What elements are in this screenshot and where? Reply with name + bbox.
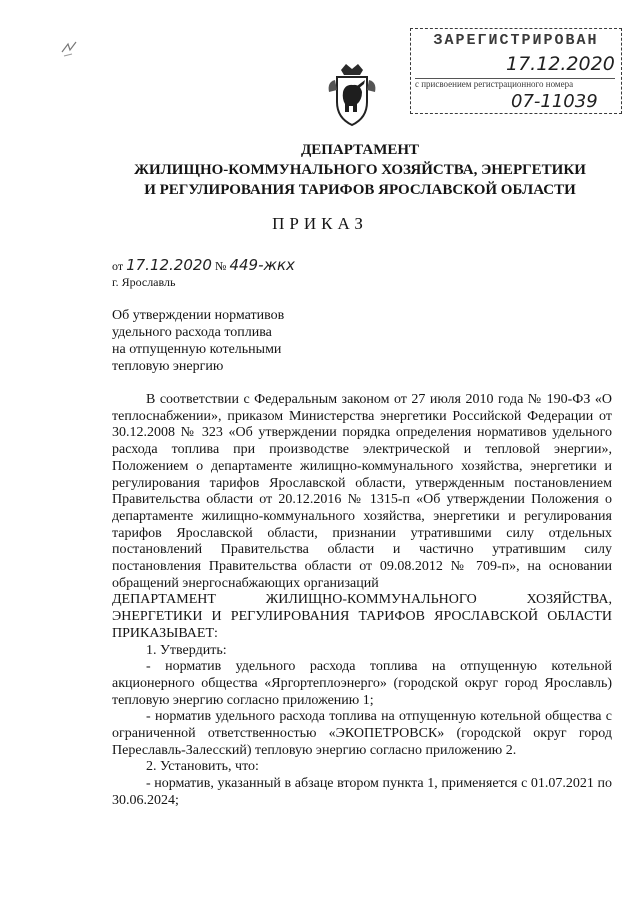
order-number-label: №	[214, 259, 227, 273]
subject-line: удельного расхода топлива	[112, 325, 272, 340]
registration-stamp	[410, 28, 622, 114]
item-1-heading: 1. Утвердить:	[146, 642, 227, 658]
coat-of-arms-icon	[327, 62, 377, 127]
subject-line: тепловую энергию	[112, 359, 224, 374]
order-number: 449-жкх	[229, 256, 295, 274]
item-2-heading: 2. Установить, что:	[146, 759, 259, 775]
item-1-b-paragraph: - норматив удельного расхода топлива на отпущенную котельной общества с ограниченной ответственностью «ЭКОПЕТРОВСК» (городской округ город Переславль-Залесский) тепловую энергию согласно приложению 2.	[112, 709, 612, 758]
item-2-a-paragraph: - норматив, указанный в абзаце втором пункта 1, применяется с 01.07.2021 по 30.06.2024;	[112, 776, 612, 808]
subject-line: на отпущенную котельными	[112, 342, 282, 357]
decree-paragraph: ДЕПАРТАМЕНТ ЖИЛИЩНО-КОММУНАЛЬНОГО ХОЗЯЙСТВА, ЭНЕРГЕТИКИ И РЕГУЛИРОВАНИЯ ТАРИФОВ ЯРОСЛАВСКОЙ ОБЛАСТИ ПРИКАЗЫВАЕТ:	[112, 592, 612, 641]
header-line-1: ДЕПАРТАМЕНТ	[300, 142, 420, 158]
stamp-date: 17.12.2020	[506, 53, 615, 75]
order-city: г. Ярославль	[112, 275, 176, 289]
order-date: 17.12.2020	[126, 256, 212, 274]
subject-line: Об утверждении нормативов	[112, 308, 285, 323]
stamp-title: ЗАРЕГИСТРИРОВАН	[433, 32, 599, 49]
preamble-paragraph: В соответствии с Федеральным законом от 27 июля 2010 года № 190-ФЗ «О теплоснабжении», приказом Министерства энергетики Российской Федерации от 30.12.2008 № 323 «Об утверждении порядка определения нормативов удельного расхода топлива при производстве электрической и тепловой энергии», Положением о департаменте жилищно-коммунального хозяйства, энергетики и регулирования тарифов Ярославской области, утвержденным постановлением Правительства области от 20.12.2016 № 1315-п «Об утверждении Положения о департаменте жилищно-коммунального хозяйства, энергетики и регулирования тарифов Ярославской области, признании утратившими силу отдельных постановлений Правительства области и частично утратившим силу постановления Правительства области от 09.08.2012 № 709-п», на основании обращений энергоснабжающих организаций	[112, 392, 612, 591]
order-meta	[112, 256, 295, 289]
order-from-label: от	[112, 259, 124, 273]
header-line-2: ЖИЛИЩНО-КОММУНАЛЬНОГО ХОЗЯЙСТВА, ЭНЕРГЕТИКИ	[134, 162, 586, 178]
department-header	[80, 140, 640, 200]
handwritten-mark-icon	[58, 38, 80, 60]
stamp-number-caption: с присвоением регистрационного номера	[415, 78, 615, 95]
item-1-a-paragraph: - норматив удельного расхода топлива на отпущенную котельной акционерного общества «Яргортеплоэнерго» (городской округ город Ярославль) тепловую энергию согласно приложению 1;	[112, 659, 612, 708]
order-body	[112, 392, 612, 810]
stamp-number: 07-11039	[511, 91, 598, 112]
order-title: ПРИКАЗ	[272, 214, 368, 233]
header-line-3: И РЕГУЛИРОВАНИЯ ТАРИФОВ ЯРОСЛАВСКОЙ ОБЛАСТИ	[144, 182, 576, 198]
order-subject	[112, 307, 284, 375]
